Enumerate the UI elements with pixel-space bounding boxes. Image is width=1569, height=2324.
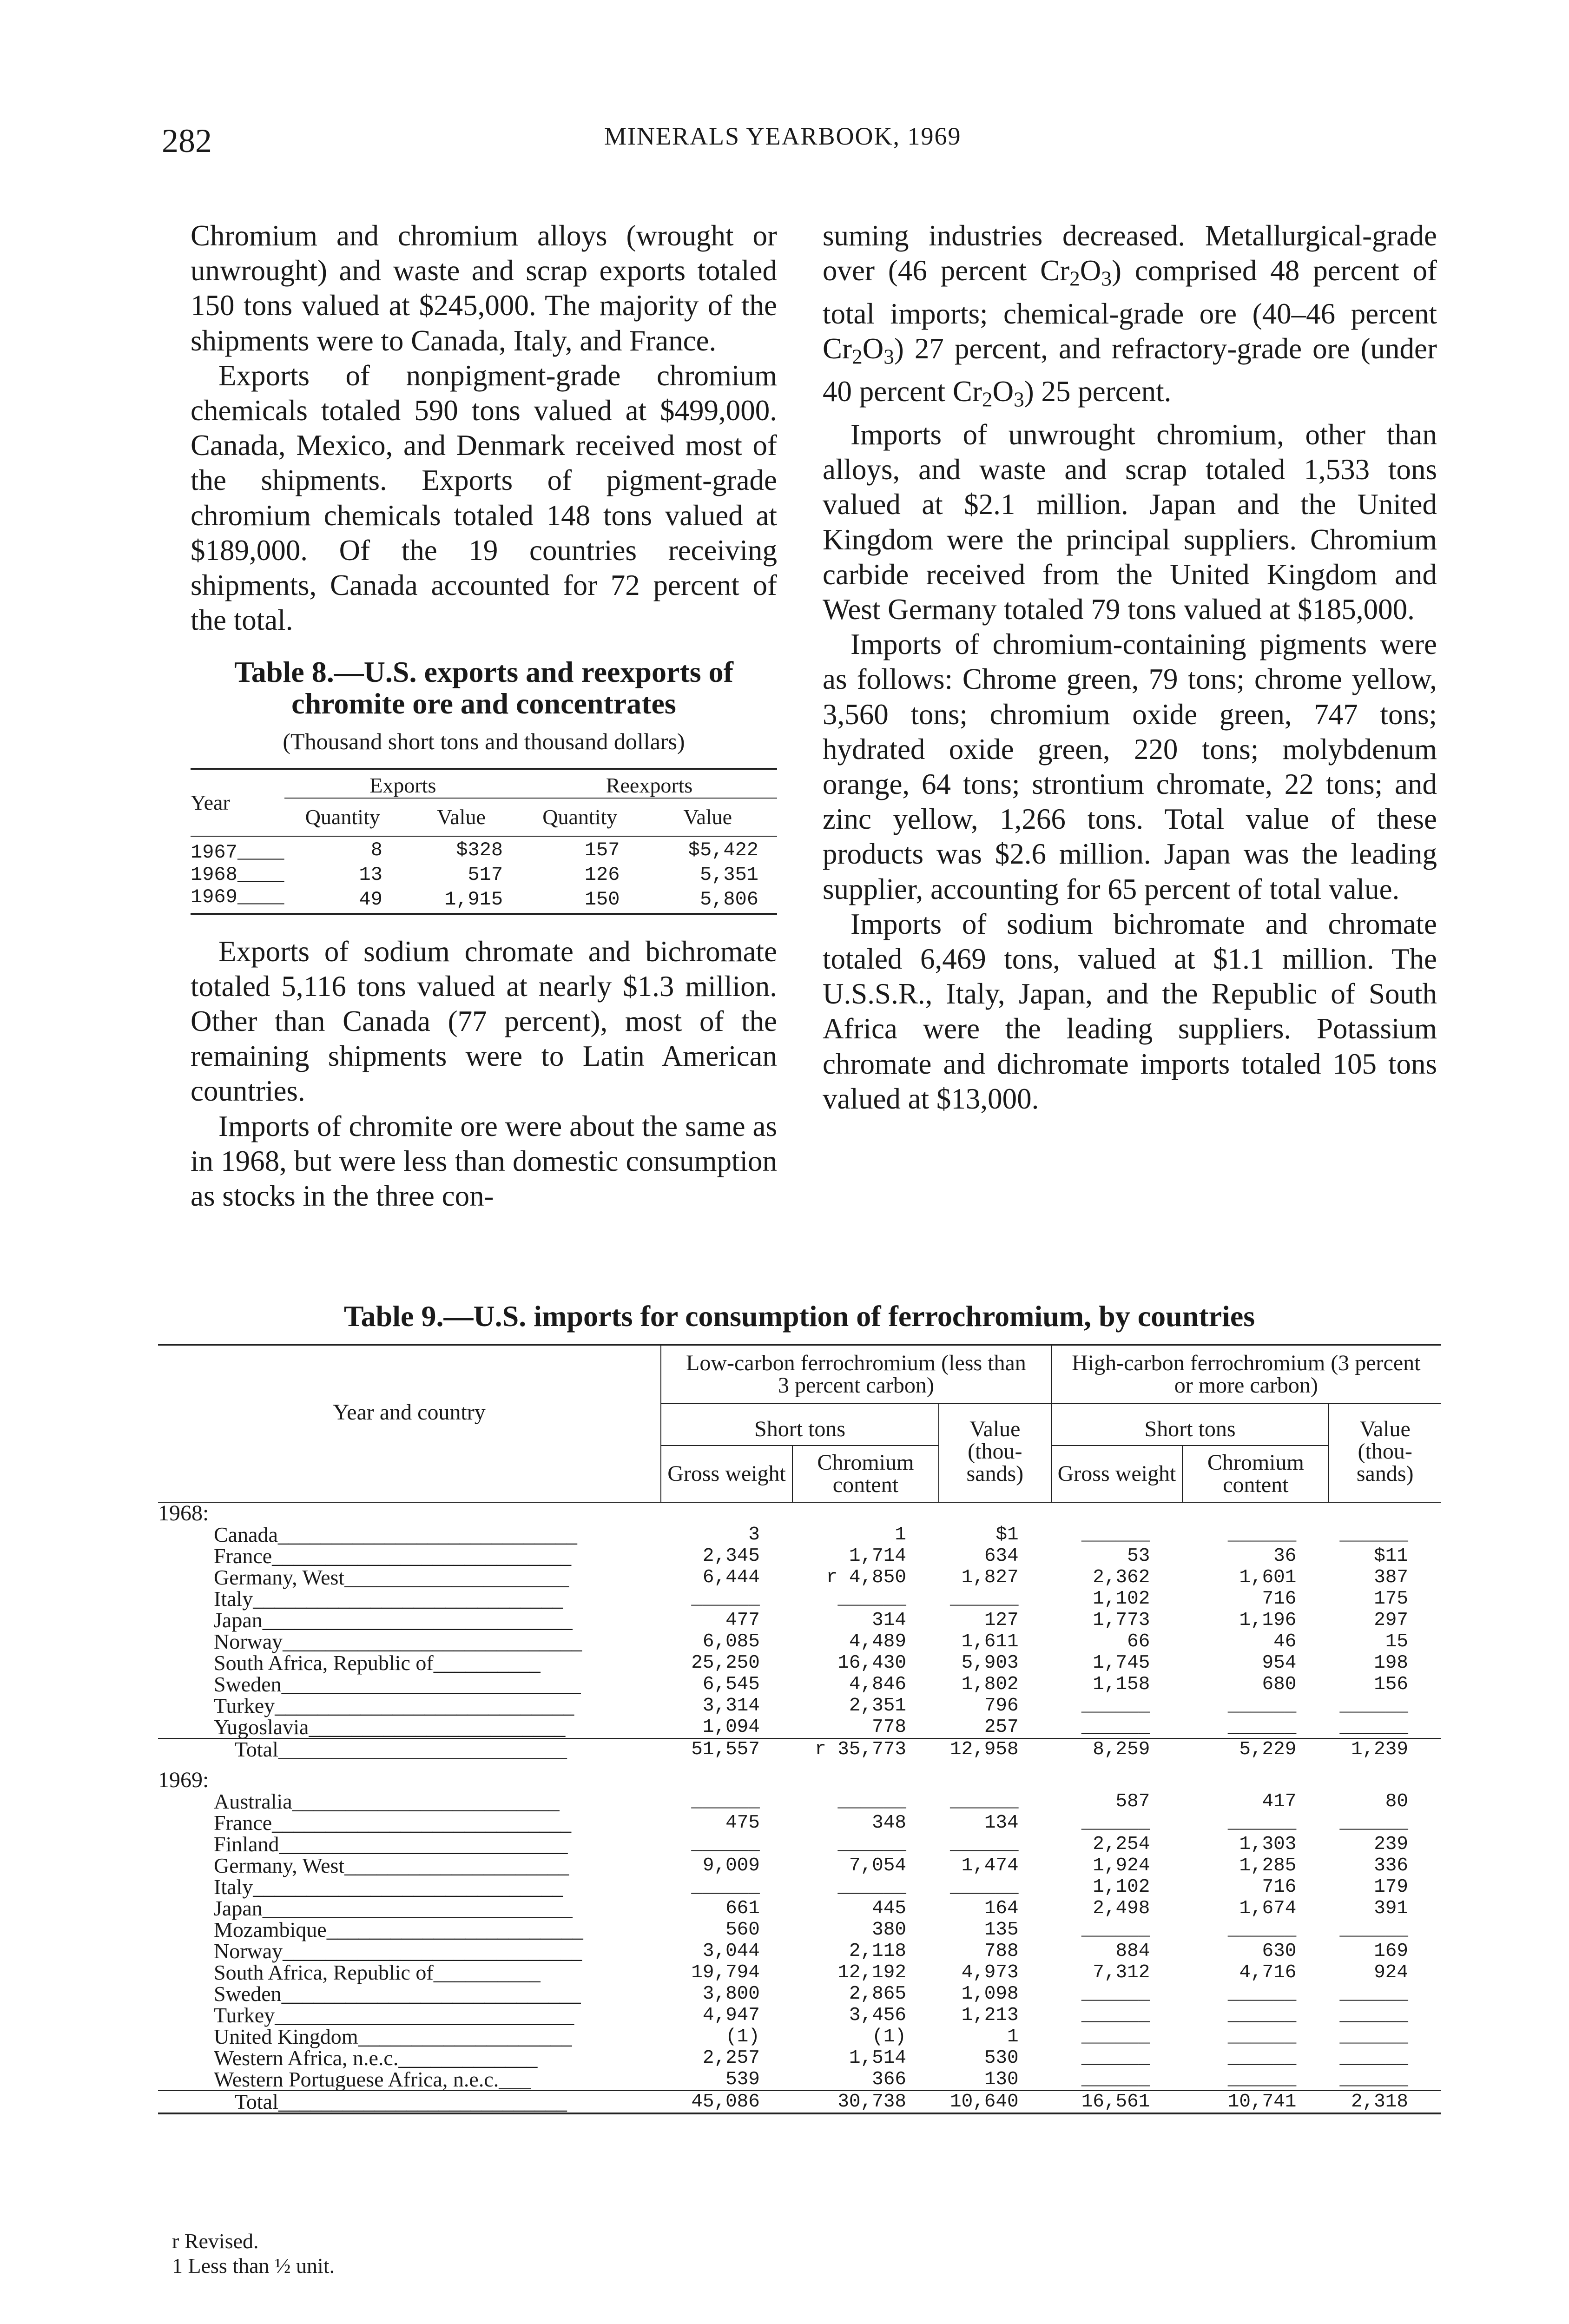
total-cell: 2,318 [1329,2091,1441,2113]
value-cell: 2,118 [849,1941,906,1962]
value-cell: ______ [837,1876,906,1898]
value-cell: ______ [1081,1717,1150,1738]
col-header-chromium-content: Chromium content [1182,1446,1329,1502]
country-cell: Sweden____________________________ [214,1982,581,2006]
country-cell: South Africa, Republic of__________ [214,1961,541,1984]
table-row [158,1524,1441,1545]
value-cell: 530 [984,2047,1019,2069]
value-cell: 560 [725,1919,760,1941]
table-row [158,1695,1441,1717]
value-cell: 680 [1262,1674,1297,1695]
value-cell: 19,794 [691,1962,760,1983]
value-cell: ______ [1339,2005,1408,2026]
value-cell: 239 [1374,1834,1408,1855]
value-cell: 1,827 [961,1567,1019,1588]
value-cell: ______ [1339,1812,1408,1834]
total-cell: 16,561 [1051,2091,1183,2113]
total-cell: 10,640 [939,2091,1051,2113]
value-cell: 164 [984,1898,1019,1919]
paragraph: Imports of chromite ore were about the same as in 1968, but were less than domestic consumption as stocks in the three con- [191,1109,777,1213]
value-cell: ______ [691,1834,760,1855]
value-cell: 1,674 [1239,1898,1297,1919]
col-header-value: Value [437,805,486,829]
value-cell: 1,213 [961,2005,1019,2026]
value-cell: 134 [984,1812,1019,1834]
value-cell: 1,601 [1239,1567,1297,1588]
right-column [823,218,1437,1116]
country-cell: Western Portuguese Africa, n.e.c.___ [214,2067,531,2091]
total-cell: 12,958 [939,1738,1051,1760]
total-cell: r 35,773 [792,1738,939,1760]
paragraph: Imports of sodium bichromate and chromate totaled 6,469 tons, valued at $1.1 million. The U.S.S.R., Italy, Japan, and the Republic of South Africa were the leading suppliers. Potassium chromate and dichromate imports totaled 105 tons valued at $13,000. [823,907,1437,1115]
value-cell: 884 [1115,1941,1150,1962]
value-cell: 175 [1374,1588,1408,1610]
value-cell: ______ [950,1834,1019,1855]
value-cell: 1,474 [961,1855,1019,1876]
value-cell: ______ [1339,1524,1408,1545]
col-header-gross-weight: Gross weight [1051,1446,1183,1502]
total-label: Total___________________________ [158,2091,661,2113]
value-cell: 36 [1273,1545,1297,1567]
table-section-1969 [158,1760,1441,2113]
value-cell: 6,444 [702,1567,760,1588]
table-row [158,1941,1441,1962]
country-cell: Australia_________________________ [214,1789,560,1813]
table-row [158,2069,1441,2091]
table-row: 1969____ 49 1,915 150 5,806 [191,886,777,914]
value-cell: 475 [725,1812,760,1834]
value-cell: ______ [1227,1812,1297,1834]
value-cell: 4,846 [849,1674,906,1695]
value-cell: 1,745 [1093,1652,1150,1674]
value-cell: 661 [725,1898,760,1919]
value-cell: ______ [950,1791,1019,1812]
value-cell: 169 [1374,1941,1408,1962]
value-cell: ______ [1081,1812,1150,1834]
table-row [158,1898,1441,1919]
value-cell: 127 [984,1610,1019,1631]
value-cell: ______ [1339,1717,1408,1738]
value-cell: ______ [950,1588,1019,1610]
value-cell: ______ [1227,1717,1297,1738]
value-cell: 348 [872,1812,906,1834]
paragraph: Exports of sodium chromate and bichromate totaled 5,116 tons valued at nearly $1.3 million. Other than Canada (77 percent), most of the remaining shipments were to Latin American countries. [191,935,777,1108]
value-cell: 634 [984,1545,1019,1567]
col-header-short-tons: Short tons [1051,1404,1329,1446]
value-cell: 66 [1127,1631,1150,1652]
value-cell: ______ [1339,2026,1408,2047]
table-title: Table 9.—U.S. imports for consumption of ferrochromium, by countries [343,1300,1255,1333]
table-row [158,1567,1441,1588]
value-cell: 4,716 [1239,1962,1297,1983]
value-cell: 156 [1374,1674,1408,1695]
year-label: 1969: [158,1768,209,1792]
left-column [191,218,777,1214]
value-cell: 6,545 [702,1674,760,1695]
value-cell: ______ [1227,2047,1297,2069]
value-cell: ______ [1081,2026,1150,2047]
value-cell: 7,312 [1093,1962,1150,1983]
country-cell: Italy_____________________________ [214,1875,563,1899]
value-cell: 2,257 [702,2047,760,2069]
value-cell: 5,903 [961,1652,1019,1674]
table-row [158,1717,1441,1738]
total-row [158,1738,1441,1760]
country-cell: Germany, West_____________________ [214,1565,569,1589]
table [191,768,777,915]
value-cell: 198 [1374,1652,1408,1674]
table-row: 1968____ 13 517 126 5,351 [191,863,758,886]
value-cell: 15 [1385,1631,1408,1652]
country-cell: Turkey____________________________ [214,1694,574,1717]
value-cell: 2,254 [1093,1834,1150,1855]
table-row [158,1855,1441,1876]
table-row [158,1919,1441,1941]
col-header-high-carbon: High-carbon ferrochromium (3 percent or more carbon) [1051,1345,1441,1404]
value-cell: 4,489 [849,1631,906,1652]
value-cell: ______ [1081,2005,1150,2026]
value-cell: ______ [1227,2069,1297,2090]
value-cell: $1 [995,1524,1019,1545]
value-cell: 16,430 [837,1652,906,1674]
value-cell: 1,102 [1093,1876,1150,1898]
table-row [158,1588,1441,1610]
country-cell: Norway____________________________ [214,1939,582,1963]
value-cell: 53 [1127,1545,1150,1567]
country-cell: Germany, West_____________________ [214,1854,569,1877]
value-cell: ______ [1081,1524,1150,1545]
paragraph: suming industries decreased. Metallurgical-grade over (46 percent $Cr_2O_3$) comprised 48 percent of total imports; chemical-grade ore (40–46 percent $Cr_2O_3$) 27 percent, and refractory-grade ore (under 40 percent $Cr_2O_3$) 25 percent. [823,219,1437,411]
total-cell: 45,086 [661,2091,792,2113]
country-cell: Turkey____________________________ [214,2003,574,2027]
value-cell: ______ [691,1791,760,1812]
value-cell: 366 [872,2069,906,2090]
value-cell: ______ [1081,2047,1150,2069]
value-cell: 3,314 [702,1695,760,1717]
col-header-year: Year [191,790,230,814]
value-cell: 130 [984,2069,1019,2090]
value-cell: 1,158 [1093,1674,1150,1695]
value-cell: ______ [1227,1919,1297,1941]
col-header-value: Value [683,805,732,829]
country-cell: Canada____________________________ [214,1523,577,1546]
value-cell: 587 [1115,1791,1150,1812]
col-header-quantity: Quantity [305,805,380,829]
page-number: 282 [162,122,212,159]
value-cell: 3,800 [702,1983,760,2005]
value-cell: 1,094 [702,1717,760,1738]
value-cell: 3,044 [702,1941,760,1962]
value-cell: ______ [1227,1983,1297,2005]
value-cell: 336 [1374,1855,1408,1876]
country-cell: Sweden____________________________ [214,1672,581,1696]
table-row [158,2005,1441,2026]
total-cell: 1,239 [1329,1738,1441,1760]
value-cell: ______ [1339,1695,1408,1717]
value-cell: 1 [895,1524,906,1545]
value-cell: ______ [950,1876,1019,1898]
value-cell: ______ [837,1834,906,1855]
value-cell: ______ [1081,1919,1150,1941]
value-cell: 445 [872,1898,906,1919]
table-row [158,1631,1441,1652]
country-cell: Japan_____________________________ [214,1896,573,1920]
value-cell: ______ [1339,2069,1408,2090]
value-cell: 417 [1262,1791,1297,1812]
value-cell: 1,714 [849,1545,906,1567]
value-cell: (1) [725,2026,760,2047]
value-cell: 2,498 [1093,1898,1150,1919]
total-cell: 10,741 [1182,2091,1329,2113]
value-cell: ______ [1227,1695,1297,1717]
col-header-chromium-content: Chromium content [792,1446,939,1502]
value-cell: 314 [872,1610,906,1631]
country-cell: France____________________________ [214,1811,572,1835]
table-row [158,1876,1441,1898]
total-cell: 8,259 [1051,1738,1183,1760]
value-cell: 924 [1374,1962,1408,1983]
table-row: 1967____ 8 $328 157 $5,422 [191,838,758,864]
footnote: r Revised. [172,2229,259,2253]
country-cell: United Kingdom____________________ [214,2025,572,2048]
value-cell: 25,250 [691,1652,760,1674]
value-cell: 1,924 [1093,1855,1150,1876]
value-cell: 1 [1007,2026,1019,2047]
value-cell: 1,196 [1239,1610,1297,1631]
col-header-gross-weight: Gross weight [661,1446,792,1502]
value-cell: $11 [1374,1545,1408,1567]
value-cell: 9,009 [702,1855,760,1876]
paragraph: Imports of unwrought chromium, other than alloys, and waste and scrap totaled 1,533 tons valued at $2.1 million. Japan and the United Kingdom were the principal suppliers. Chromium carbide received from the United Kingdom and West Germany totaled 79 tons valued at $185,000. [823,418,1437,626]
total-cell: 30,738 [792,2091,939,2113]
table-row [158,1812,1441,1834]
country-cell: Finland___________________________ [214,1832,568,1856]
value-cell: ______ [837,1791,906,1812]
country-cell: Italy_____________________________ [214,1587,563,1611]
value-cell: ______ [1081,1983,1150,2005]
value-cell: r 4,850 [826,1567,906,1588]
value-cell: 1,773 [1093,1610,1150,1631]
total-cell: 5,229 [1182,1738,1329,1760]
table-title: Table 8.—U.S. exports and reexports of chromite ore and concentrates [234,655,733,720]
paragraph: Imports of chromium-containing pigments were as follows: Chrome green, 79 tons; chrome yellow, 3,560 tons; chromium oxide green, 747 tons; hydrated oxide green, 220 tons; molybdenum orange, 64 tons; strontium chromate, 22 tons; and zinc yellow, 1,266 tons. Total value of these products was $2.6 million. Japan was the leading supplier, accounting for 65 percent of total value. [823,628,1437,905]
paragraph: Chromium and chromium alloys (wrought or unwrought) and waste and scrap exports totaled 150 tons valued at $245,000. The majority of the shipments were to Canada, Italy, and France. [191,219,777,357]
value-cell: 788 [984,1941,1019,1962]
value-cell: 2,362 [1093,1567,1150,1588]
value-cell: 4,973 [961,1962,1019,1983]
value-cell: 46 [1273,1631,1297,1652]
value-cell: ______ [1081,2069,1150,2090]
running-title: MINERALS YEARBOOK, 1969 [604,122,962,150]
total-label: Total___________________________ [158,1738,661,1760]
value-cell: ______ [1339,1983,1408,2005]
value-cell: 12,192 [837,1962,906,1983]
value-cell: ______ [1227,1524,1297,1545]
value-cell: ______ [1227,2026,1297,2047]
table-row [158,2026,1441,2047]
value-cell: 954 [1262,1652,1297,1674]
table-row [158,1834,1441,1855]
value-cell: 1,303 [1239,1834,1297,1855]
value-cell: ______ [837,1588,906,1610]
table-row [158,1610,1441,1631]
value-cell: 796 [984,1695,1019,1717]
country-cell: Mozambique________________________ [214,1918,583,1941]
table-row [158,2047,1441,2069]
value-cell: (1) [872,2026,906,2047]
col-header-short-tons: Short tons [661,1404,939,1446]
value-cell: ______ [1339,1919,1408,1941]
country-cell: Japan_____________________________ [214,1608,573,1632]
table-units: (Thousand short tons and thousand dollars) [283,728,685,755]
value-cell: 1,285 [1239,1855,1297,1876]
value-cell: 2,865 [849,1983,906,2005]
value-cell: 539 [725,2069,760,2090]
total-row [158,2091,1441,2113]
year-label: 1968: [158,1501,209,1525]
value-cell: 7,054 [849,1855,906,1876]
country-cell: Yugoslavia________________________ [214,1715,566,1739]
value-cell: 2,351 [849,1695,906,1717]
value-cell: 257 [984,1717,1019,1738]
value-cell: ______ [1339,2047,1408,2069]
table-row [158,1674,1441,1695]
value-cell: 3,456 [849,2005,906,2026]
value-cell: 716 [1262,1876,1297,1898]
table-8 [191,656,777,914]
value-cell: 1,514 [849,2047,906,2069]
value-cell: 387 [1374,1567,1408,1588]
col-header-reexports: Reexports [521,769,777,798]
table-row [158,1983,1441,2005]
col-header-exports: Exports [284,769,522,798]
value-cell: 1,611 [961,1631,1019,1652]
col-header-country: Year and country [333,1400,486,1425]
col-header-low-carbon: Low-carbon ferrochromium (less than 3 percent carbon) [661,1345,1051,1404]
value-cell: 1,098 [961,1983,1019,2005]
table-9 [158,1299,1441,2114]
table-section-1968 [158,1502,1441,1760]
col-header-value: Value (thou-sands) [1329,1404,1441,1502]
value-cell: 6,085 [702,1631,760,1652]
country-cell: Norway____________________________ [214,1630,582,1653]
value-cell: 135 [984,1919,1019,1941]
table [158,1344,1441,2114]
country-cell: France____________________________ [214,1544,572,1568]
value-cell: ______ [1081,1695,1150,1717]
footnote: 1 Less than ½ unit. [172,2254,335,2278]
value-cell: 4,947 [702,2005,760,2026]
col-header-quantity: Quantity [542,805,618,829]
value-cell: ______ [1227,2005,1297,2026]
value-cell: 297 [1374,1610,1408,1631]
value-cell: 3 [748,1524,760,1545]
table-row [158,1652,1441,1674]
value-cell: 80 [1385,1791,1408,1812]
col-header-value: Value (thou-sands) [939,1404,1051,1502]
value-cell: 630 [1262,1941,1297,1962]
value-cell: 1,802 [961,1674,1019,1695]
value-cell: ______ [691,1876,760,1898]
total-cell: 51,557 [661,1738,792,1760]
table-row [158,1791,1441,1812]
value-cell: 1,102 [1093,1588,1150,1610]
value-cell: 716 [1262,1588,1297,1610]
value-cell: 179 [1374,1876,1408,1898]
country-cell: South Africa, Republic of__________ [214,1651,541,1675]
country-cell: Western Africa, n.e.c._____________ [214,2046,538,2070]
table-row [158,1962,1441,1983]
value-cell: 2,345 [702,1545,760,1567]
value-cell: ______ [691,1588,760,1610]
value-cell: 391 [1374,1898,1408,1919]
value-cell: 778 [872,1717,906,1738]
value-cell: 477 [725,1610,760,1631]
table-row [158,1545,1441,1567]
value-cell: 380 [872,1919,906,1941]
paragraph: Exports of nonpigment-grade chromium chemicals totaled 590 tons valued at $499,000. Canada, Mexico, and Denmark received most of the shipments. Exports of pigment-grade chromium chemicals totaled 148 tons valued at $189,000. Of the 19 countries receiving shipments, Canada accounted for 72 percent of the total. [191,359,777,637]
